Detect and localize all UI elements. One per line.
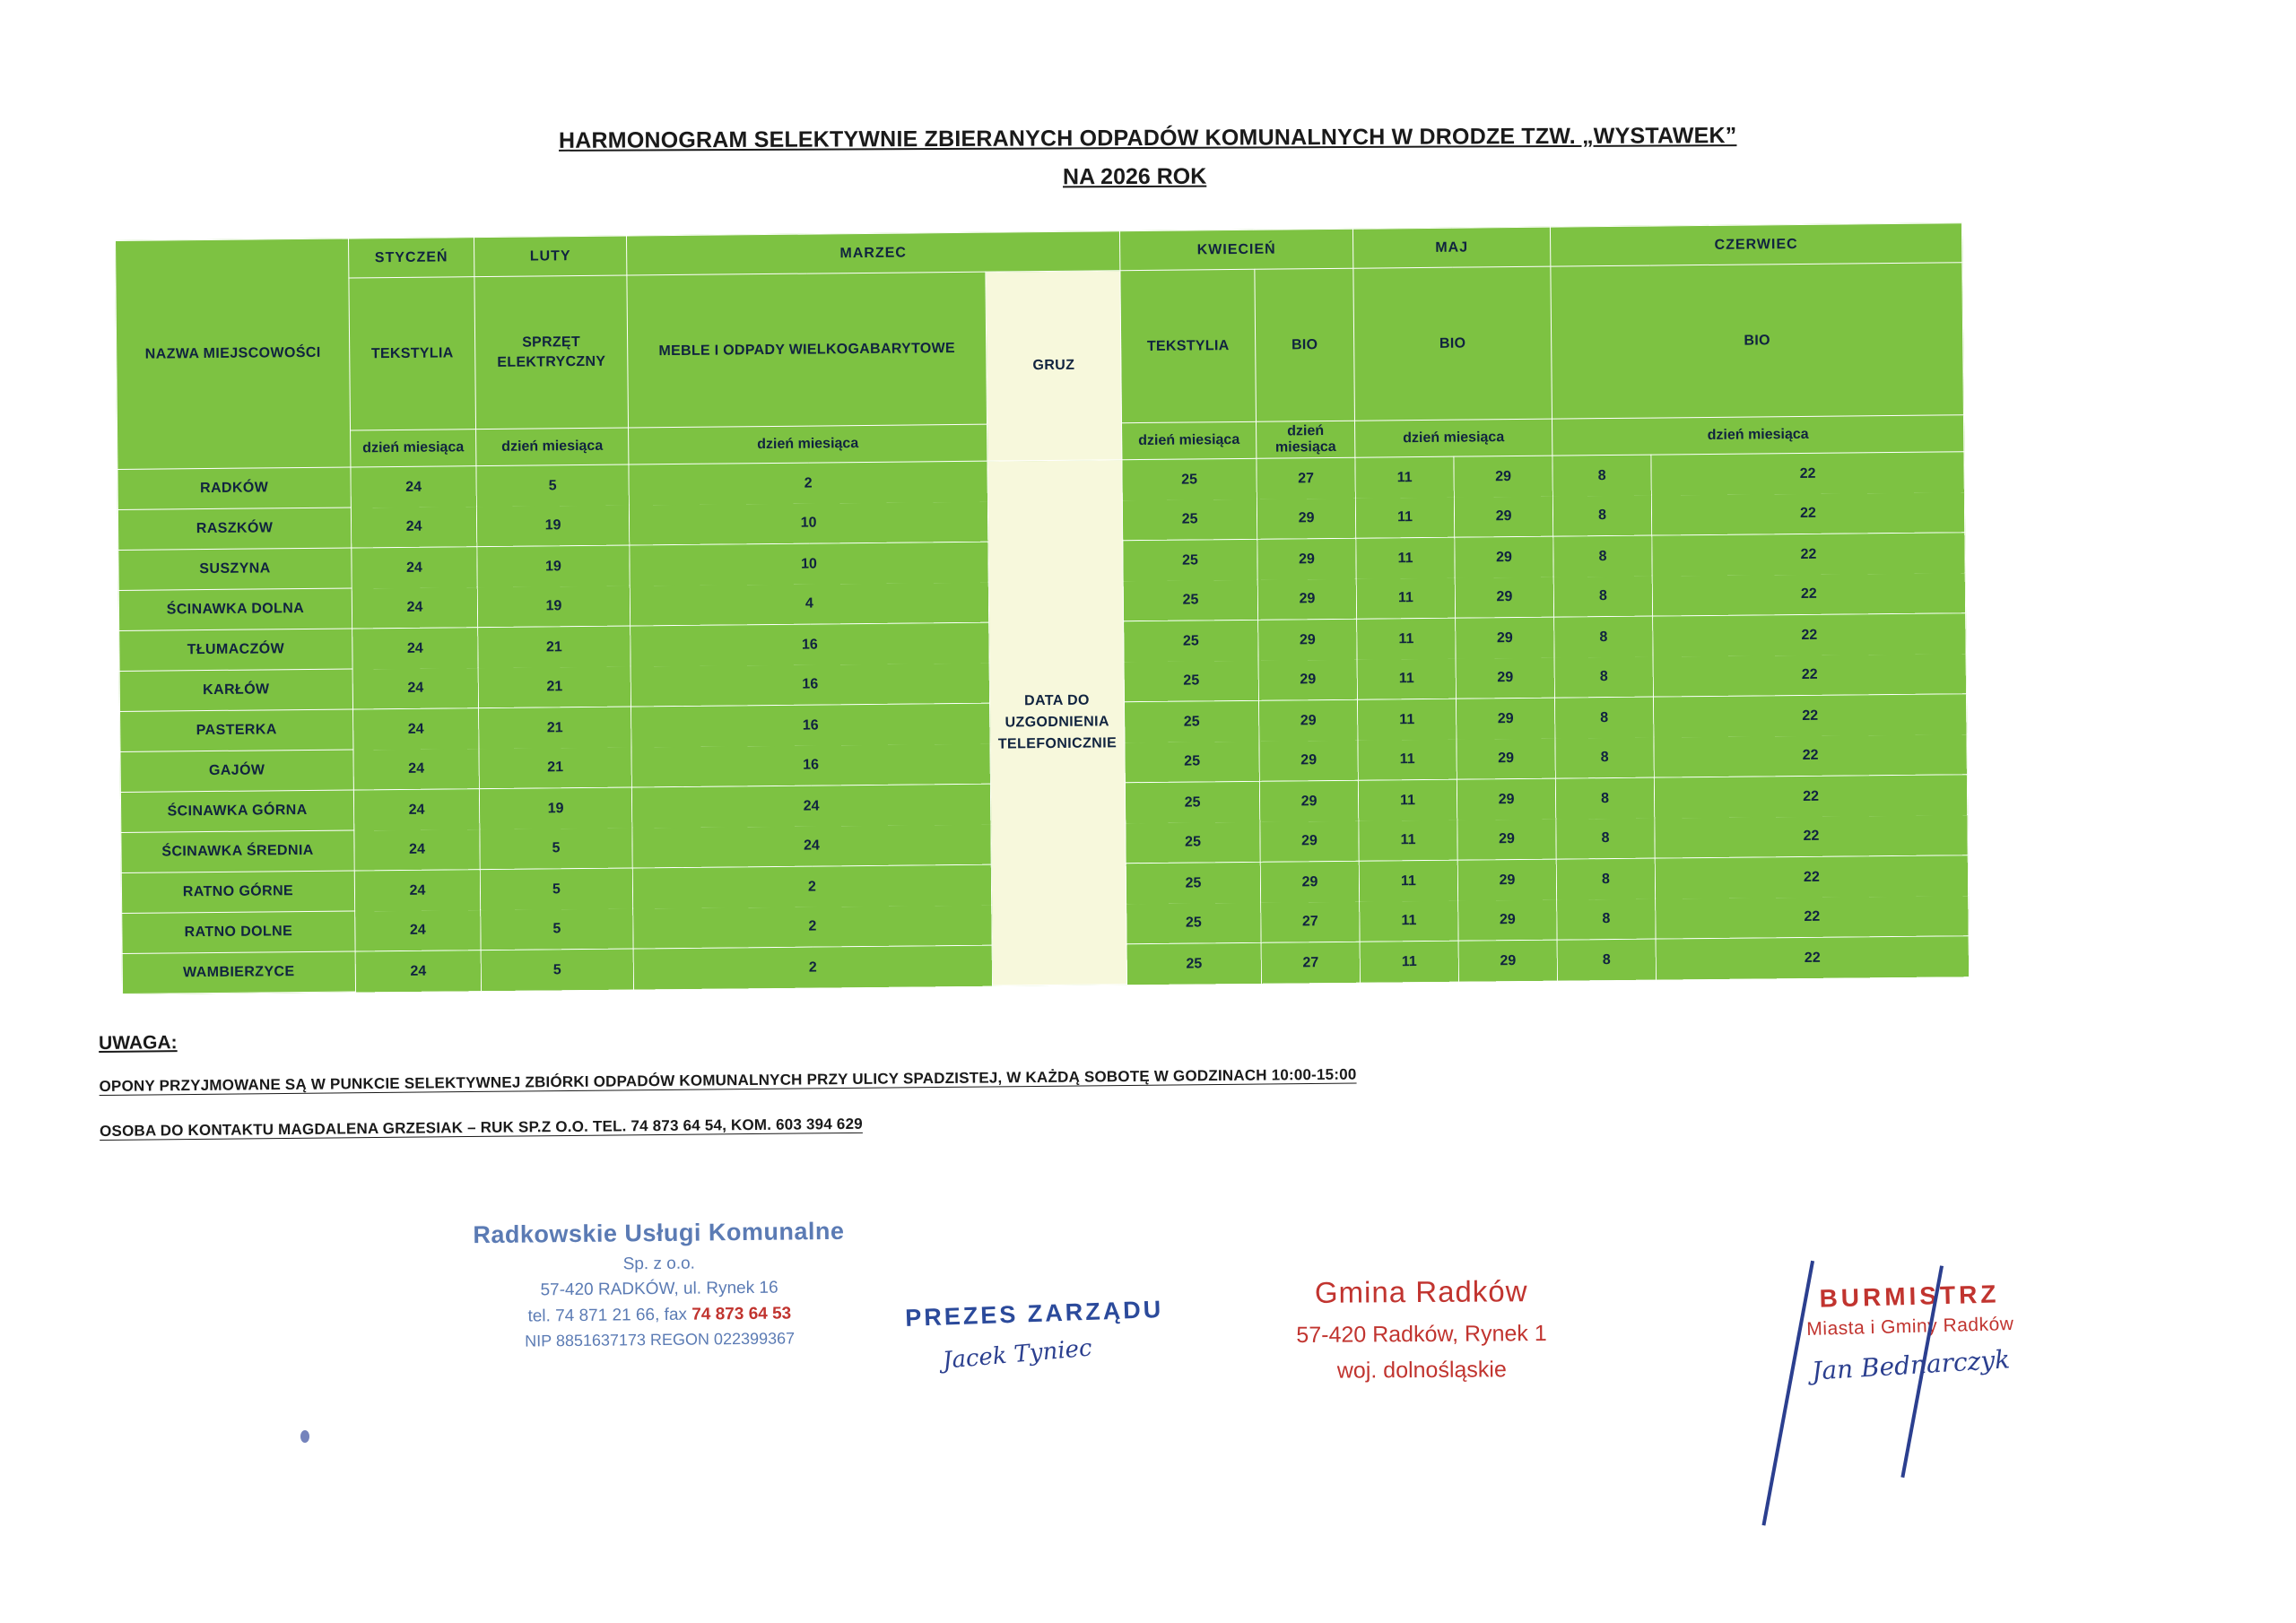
waste-type-bio-maj: BIO: [1353, 266, 1552, 421]
table-cell-styczen-tekstylia: 24: [353, 790, 479, 831]
table-cell-city: GAJÓW: [120, 750, 353, 792]
table-cell-kwiecien-bio: 29: [1257, 539, 1356, 580]
table-cell-maj-bio-2: 29: [1457, 860, 1556, 901]
table-cell-czerwiec-bio-1: 8: [1553, 536, 1652, 577]
company-stamp-nip-regon: NIP 8851637173 REGON 022399367: [525, 1329, 796, 1350]
table-cell-styczen-tekstylia: 24: [352, 587, 477, 629]
waste-type-sprzet-elektryczny: SPRZĘT ELEKTRYCZNY: [474, 275, 629, 430]
table-cell-marzec-meble: 24: [632, 824, 991, 868]
table-cell-maj-bio-1: 11: [1358, 739, 1457, 780]
table-cell-luty-sprzet: 21: [478, 627, 631, 669]
table-cell-kwiecien-tekstylia: 25: [1125, 701, 1259, 742]
mayor-role-label: BURMISTRZ: [1819, 1280, 2000, 1313]
table-cell-maj-bio-2: 29: [1458, 941, 1557, 982]
table-cell-czerwiec-bio-2: 22: [1655, 856, 1968, 899]
table-cell-styczen-tekstylia: 24: [353, 749, 479, 790]
table-cell-maj-bio-2: 29: [1457, 699, 1555, 740]
table-cell-czerwiec-bio-1: 8: [1552, 456, 1651, 497]
company-stamp-address: 57-420 RADKÓW, ul. Rynek 16: [540, 1278, 778, 1300]
table-cell-kwiecien-tekstylia: 25: [1126, 902, 1261, 943]
table-cell-city: ŚCINAWKA GÓRNA: [120, 790, 353, 832]
waste-type-tekstylia-kwiecien: TEKSTYLIA: [1120, 269, 1257, 422]
waste-type-bio-czerwiec: BIO: [1551, 263, 1964, 419]
table-cell-kwiecien-bio: 29: [1259, 781, 1358, 822]
table-cell-kwiecien-tekstylia: 25: [1125, 741, 1259, 782]
table-cell-city: ŚCINAWKA ŚREDNIA: [121, 830, 354, 872]
header-month-styczen: STYCZEŃ: [348, 238, 474, 278]
waste-type-meble-wielkogabarytowe: MEBLE I ODPADY WIELKOGABARYTOWE: [627, 272, 987, 428]
table-cell-czerwiec-bio-2: 22: [1651, 453, 1964, 496]
table-cell-luty-sprzet: 5: [481, 950, 633, 992]
company-stamp-phone-prefix: tel. 74 871 21 66, fax: [527, 1305, 692, 1326]
municipality-stamp-name: Gmina Radków: [1314, 1274, 1528, 1309]
day-label-3: dzień miesiąca: [629, 424, 987, 464]
table-cell-city: RATNO DOLNE: [122, 911, 355, 953]
table-cell-czerwiec-bio-2: 22: [1655, 815, 1968, 858]
mayor-jurisdiction-label: Miasta i Gminy Radków: [1806, 1313, 2014, 1341]
mayor-signature: Jan Bednarczyk: [1811, 1344, 2012, 1386]
header-month-luty: LUTY: [474, 236, 626, 277]
table-cell-maj-bio-1: 11: [1356, 538, 1455, 579]
table-cell-czerwiec-bio-1: 8: [1552, 495, 1651, 536]
header-month-kwiecien: KWIECIEŃ: [1119, 229, 1352, 270]
table-cell-czerwiec-bio-2: 22: [1653, 654, 1966, 697]
table-cell-city: WAMBIERZYCE: [122, 951, 355, 994]
day-label-6: dzień miesiąca: [1257, 421, 1355, 458]
table-cell-czerwiec-bio-1: 8: [1554, 656, 1653, 698]
table-cell-luty-sprzet: 21: [479, 747, 631, 789]
note-tires: OPONY PRZYJMOWANE SĄ W PUNKCIE SELEKTYWNEJ ZBIÓRKI ODPADÓW KOMUNALNYCH PRZY ULICY SPADZISTEJ, W KAŻDĄ SOBOTĘ W GODZINACH 10:00-15:00: [99, 1065, 1357, 1095]
table-cell-maj-bio-1: 11: [1359, 861, 1457, 902]
table-cell-maj-bio-2: 29: [1455, 577, 1553, 618]
table-cell-kwiecien-bio: 29: [1258, 659, 1357, 700]
day-label-2: dzień miesiąca: [476, 428, 629, 466]
title-line-2: NA 2026 ROK: [1062, 163, 1207, 190]
table-cell-maj-bio-2: 29: [1456, 657, 1554, 699]
notes-section: [99, 1015, 1983, 1167]
municipality-stamp: [1229, 1268, 1615, 1390]
table-cell-marzec-meble: 16: [631, 663, 989, 707]
table-cell-czerwiec-bio-2: 22: [1652, 534, 1965, 577]
table-cell-czerwiec-bio-1: 8: [1555, 698, 1654, 739]
president-signature: Jacek Tyniec: [941, 1334, 1093, 1375]
table-cell-city: TŁUMACZÓW: [119, 629, 352, 671]
table-header-waste-types: [116, 263, 1964, 433]
table-cell-city: RASZKÓW: [117, 508, 351, 550]
table-cell-maj-bio-1: 11: [1355, 457, 1454, 499]
waste-type-tekstylia-styczen: TEKSTYLIA: [349, 277, 476, 430]
table-cell-luty-sprzet: 5: [476, 465, 629, 508]
table-cell-maj-bio-2: 29: [1457, 738, 1555, 779]
table-cell-maj-bio-2: 29: [1456, 618, 1554, 659]
table-cell-maj-bio-1: 11: [1358, 780, 1457, 821]
table-cell-maj-bio-1: 11: [1357, 619, 1456, 660]
note-contact: OSOBA DO KONTAKTU MAGDALENA GRZESIAK – RUK SP.Z O.O. TEL. 74 873 64 54, KOM. 603 394 629: [99, 1115, 863, 1140]
table-cell-city: SUSZYNA: [118, 548, 352, 590]
table-cell-marzec-meble: 4: [630, 582, 988, 626]
table-cell-czerwiec-bio-2: 22: [1654, 695, 1967, 738]
table-cell-styczen-tekstylia: 24: [354, 829, 480, 871]
table-cell-maj-bio-2: 29: [1454, 456, 1552, 498]
president-role-label: PREZES ZARZĄDU: [904, 1295, 1164, 1332]
table-cell-luty-sprzet: 19: [477, 586, 630, 628]
table-cell-luty-sprzet: 21: [478, 666, 631, 708]
table-cell-czerwiec-bio-2: 22: [1651, 492, 1964, 535]
table-cell-kwiecien-tekstylia: 25: [1126, 821, 1260, 863]
day-label-7: dzień miesiąca: [1355, 419, 1552, 457]
table-cell-kwiecien-tekstylia: 25: [1122, 459, 1257, 500]
table-cell-czerwiec-bio-2: 22: [1653, 614, 1966, 657]
table-cell-luty-sprzet: 21: [479, 707, 631, 750]
table-cell-maj-bio-2: 29: [1457, 819, 1556, 860]
table-cell-maj-bio-1: 11: [1355, 497, 1454, 538]
header-month-maj: MAJ: [1352, 227, 1550, 268]
table-cell-czerwiec-bio-2: 22: [1654, 734, 1967, 777]
table-cell-city: KARŁÓW: [119, 669, 352, 711]
table-cell-kwiecien-tekstylia: 25: [1126, 943, 1261, 985]
table-cell-kwiecien-bio: 29: [1259, 740, 1358, 781]
table-cell-kwiecien-bio: 27: [1261, 942, 1360, 984]
table-cell-kwiecien-bio: 29: [1257, 578, 1356, 620]
notes-heading: UWAGA:: [99, 1032, 178, 1054]
table-cell-marzec-meble: 2: [633, 946, 992, 990]
table-cell-kwiecien-bio: 29: [1260, 820, 1359, 862]
waste-type-gruz: GRUZ: [986, 271, 1122, 461]
table-cell-marzec-meble: 16: [631, 704, 990, 748]
table-cell-styczen-tekstylia: 24: [352, 548, 477, 589]
table-cell-luty-sprzet: 19: [477, 546, 630, 588]
schedule-table: [115, 222, 1970, 994]
company-stamp: [448, 1213, 871, 1355]
table-cell-maj-bio-1: 11: [1360, 900, 1458, 942]
table-cell-styczen-tekstylia: 24: [355, 951, 481, 993]
table-cell-kwiecien-bio: 29: [1260, 862, 1359, 903]
table-cell-marzec-meble: 2: [629, 462, 987, 506]
table-cell-czerwiec-bio-1: 8: [1557, 898, 1656, 940]
table-cell-kwiecien-tekstylia: 25: [1126, 863, 1260, 904]
table-cell-kwiecien-tekstylia: 25: [1124, 621, 1258, 662]
title-line-1: HARMONOGRAM SELEKTYWNIE ZBIERANYCH ODPADÓW KOMUNALNYCH W DRODZE TZW. „WYSTAWEK”: [559, 123, 1737, 153]
table-cell-styczen-tekstylia: 24: [352, 629, 478, 670]
table-cell-city: PASTERKA: [120, 709, 353, 751]
table-cell-kwiecien-bio: 29: [1258, 620, 1357, 661]
table-cell-maj-bio-1: 11: [1359, 820, 1457, 861]
table-cell-czerwiec-bio-1: 8: [1557, 940, 1656, 981]
header-month-marzec: MARZEC: [626, 231, 1119, 275]
table-cell-city: RATNO GÓRNE: [121, 871, 354, 913]
table-cell-marzec-meble: 10: [630, 542, 988, 586]
table-cell-maj-bio-1: 11: [1358, 699, 1457, 741]
day-label-5: dzień miesiąca: [1122, 421, 1257, 459]
table-cell-czerwiec-bio-1: 8: [1554, 617, 1653, 658]
table-cell-luty-sprzet: 5: [480, 869, 632, 911]
table-cell-kwiecien-tekstylia: 25: [1124, 660, 1258, 701]
municipality-stamp-region: woj. dolnośląskie: [1336, 1357, 1507, 1384]
table-cell-luty-sprzet: 19: [479, 788, 631, 830]
table-cell-marzec-meble: 10: [629, 501, 987, 545]
president-signature-block: [904, 1295, 1165, 1375]
table-cell-maj-bio-2: 29: [1454, 496, 1552, 537]
day-label-8: dzień miesiąca: [1552, 415, 1964, 456]
company-stamp-legal-form: Sp. z o.o.: [622, 1254, 696, 1273]
table-cell-marzec-meble: 16: [631, 623, 989, 667]
table-cell-city: ŚCINAWKA DOLNA: [118, 588, 352, 630]
table-cell-kwiecien-tekstylia: 25: [1122, 499, 1257, 540]
table-cell-styczen-tekstylia: 24: [351, 467, 476, 508]
table-cell-kwiecien-bio: 27: [1257, 458, 1355, 499]
table-cell-kwiecien-tekstylia: 25: [1123, 540, 1257, 581]
table-cell-czerwiec-bio-2: 22: [1652, 573, 1965, 616]
table-cell-czerwiec-bio-1: 8: [1553, 576, 1652, 617]
header-month-czerwiec: CZERWIEC: [1550, 223, 1961, 266]
waste-type-bio-kwiecien: BIO: [1255, 268, 1355, 421]
company-stamp-fax-number: 74 873 64 53: [691, 1303, 792, 1324]
table-cell-styczen-tekstylia: 24: [355, 910, 481, 951]
schedule-table-body: [117, 452, 1970, 994]
table-cell-czerwiec-bio-1: 8: [1556, 818, 1655, 859]
table-cell-maj-bio-1: 11: [1357, 658, 1456, 699]
page-title: [0, 123, 2296, 190]
table-cell-czerwiec-bio-1: 8: [1556, 859, 1655, 900]
table-cell-styczen-tekstylia: 24: [351, 507, 476, 548]
table-cell-czerwiec-bio-2: 22: [1656, 896, 1969, 939]
schedule-table-wrapper: [115, 222, 1970, 994]
header-city-name: NAZWA MIEJSCOWOŚCI: [116, 239, 351, 469]
day-label-1: dzień miesiąca: [351, 430, 476, 467]
table-cell-czerwiec-bio-2: 22: [1654, 776, 1967, 819]
ink-smudge-icon: [300, 1430, 309, 1443]
table-cell-marzec-meble: 24: [631, 785, 990, 829]
table-cell-kwiecien-tekstylia: 25: [1123, 579, 1257, 621]
table-cell-luty-sprzet: 19: [476, 505, 629, 547]
table-cell-maj-bio-1: 11: [1356, 577, 1455, 619]
company-stamp-name: Radkowskie Usługi Komunalne: [473, 1217, 845, 1249]
table-cell-marzec-meble: 2: [633, 905, 992, 949]
table-cell-maj-bio-1: 11: [1360, 942, 1458, 983]
table-cell-kwiecien-bio: 27: [1261, 901, 1360, 942]
table-cell-czerwiec-bio-1: 8: [1555, 737, 1654, 778]
table-cell-gruz-note: DATA DO UZGODNIENIA TELEFONICZNIE: [987, 460, 1127, 985]
table-cell-styczen-tekstylia: 24: [354, 871, 480, 912]
table-cell-styczen-tekstylia: 24: [353, 709, 479, 751]
table-cell-czerwiec-bio-1: 8: [1555, 778, 1654, 820]
mayor-stamp: [1730, 1278, 2092, 1384]
table-cell-kwiecien-bio: 29: [1257, 498, 1355, 539]
table-cell-maj-bio-2: 29: [1455, 537, 1553, 578]
table-cell-styczen-tekstylia: 24: [352, 668, 478, 709]
table-cell-luty-sprzet: 5: [481, 908, 633, 950]
table-cell-kwiecien-tekstylia: 25: [1125, 782, 1259, 823]
table-cell-marzec-meble: 2: [632, 865, 991, 909]
table-cell-luty-sprzet: 5: [480, 828, 632, 870]
table-cell-kwiecien-bio: 29: [1259, 700, 1358, 742]
table-cell-maj-bio-2: 29: [1457, 779, 1555, 820]
table-cell-czerwiec-bio-2: 22: [1656, 937, 1969, 980]
table-cell-city: RADKÓW: [117, 467, 351, 509]
table-cell-marzec-meble: 16: [631, 743, 990, 787]
table-cell-maj-bio-2: 29: [1458, 899, 1557, 941]
municipality-stamp-address: 57-420 Radków, Rynek 1: [1296, 1320, 1547, 1348]
